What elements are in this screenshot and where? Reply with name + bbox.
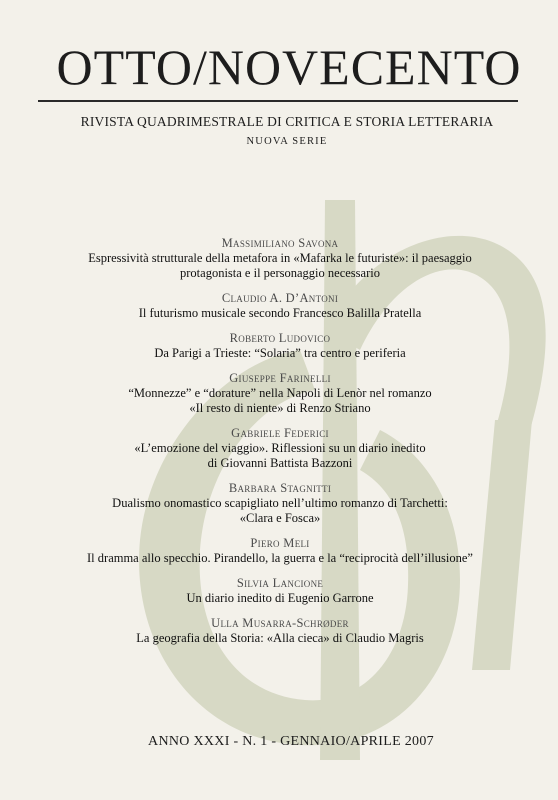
- entry-title-line: «L’emozione del viaggio». Riflessioni su un diario inedito: [134, 441, 426, 455]
- toc-entry: [60, 536, 500, 566]
- entry-author: Gabriele Federici: [231, 426, 329, 440]
- entry-author: Silvia Lancione: [236, 576, 324, 590]
- entry-title-line: Un diario inedito di Eugenio Garrone: [186, 591, 374, 605]
- toc-entry: [60, 616, 500, 646]
- masthead: [0, 38, 558, 96]
- table-of-contents: [60, 236, 500, 656]
- entry-author: Barbara Stagnitti: [228, 481, 332, 495]
- toc-entry: [60, 371, 500, 416]
- toc-entry: [60, 291, 500, 321]
- entry-title-line: «Clara e Fosca»: [239, 511, 321, 525]
- entry-author: Massimiliano Savona: [221, 236, 339, 250]
- series-label: NUOVA SERIE: [246, 136, 328, 147]
- toc-entry: [60, 576, 500, 606]
- entry-author: Giuseppe Farinelli: [229, 371, 331, 385]
- toc-entry: [60, 331, 500, 361]
- journal-subtitle: RIVISTA QUADRIMESTRALE DI CRITICA E STORIA LETTERARIA: [80, 114, 494, 129]
- toc-entry: [60, 481, 500, 526]
- entry-author: Piero Meli: [250, 536, 310, 550]
- entry-title-line: Il futurismo musicale secondo Francesco Balilla Pratella: [138, 306, 422, 320]
- journal-title: OTTO/NOVECENTO: [56, 39, 522, 95]
- entry-author: Ulla Musarra-Schrøder: [211, 616, 349, 630]
- title-rule: [38, 100, 518, 102]
- toc-entry: [60, 426, 500, 471]
- entry-title-line: Il dramma allo specchio. Pirandello, la guerra e la “reciprocità dell’illusione”: [87, 551, 473, 565]
- entry-title-line: di Giovanni Battista Bazzoni: [207, 456, 353, 470]
- entry-title-line: Da Parigi a Trieste: “Solaria” tra centro e periferia: [154, 346, 406, 360]
- entry-title-line: La geografia della Storia: «Alla cieca» di Claudio Magris: [136, 631, 424, 645]
- issue-line: ANNO XXXI - N. 1 - GENNAIO/APRILE 2007: [148, 734, 434, 749]
- entry-title-line: Dualismo onomastico scapigliato nell’ultimo romanzo di Tarchetti:: [112, 496, 448, 510]
- entry-author: Roberto Ludovico: [229, 331, 331, 345]
- entry-title-line: protagonista e il personaggio necessario: [180, 266, 380, 280]
- entry-title-line: Espressività strutturale della metafora in «Mafarka le futuriste»: il paesaggio: [88, 251, 472, 265]
- entry-title-line: “Monnezze” e “dorature” nella Napoli di Lenòr nel romanzo: [128, 386, 432, 400]
- entry-author: Claudio A. D’Antoni: [221, 291, 339, 305]
- entry-title-line: «Il resto di niente» di Renzo Striano: [189, 401, 371, 415]
- toc-entry: [60, 236, 500, 281]
